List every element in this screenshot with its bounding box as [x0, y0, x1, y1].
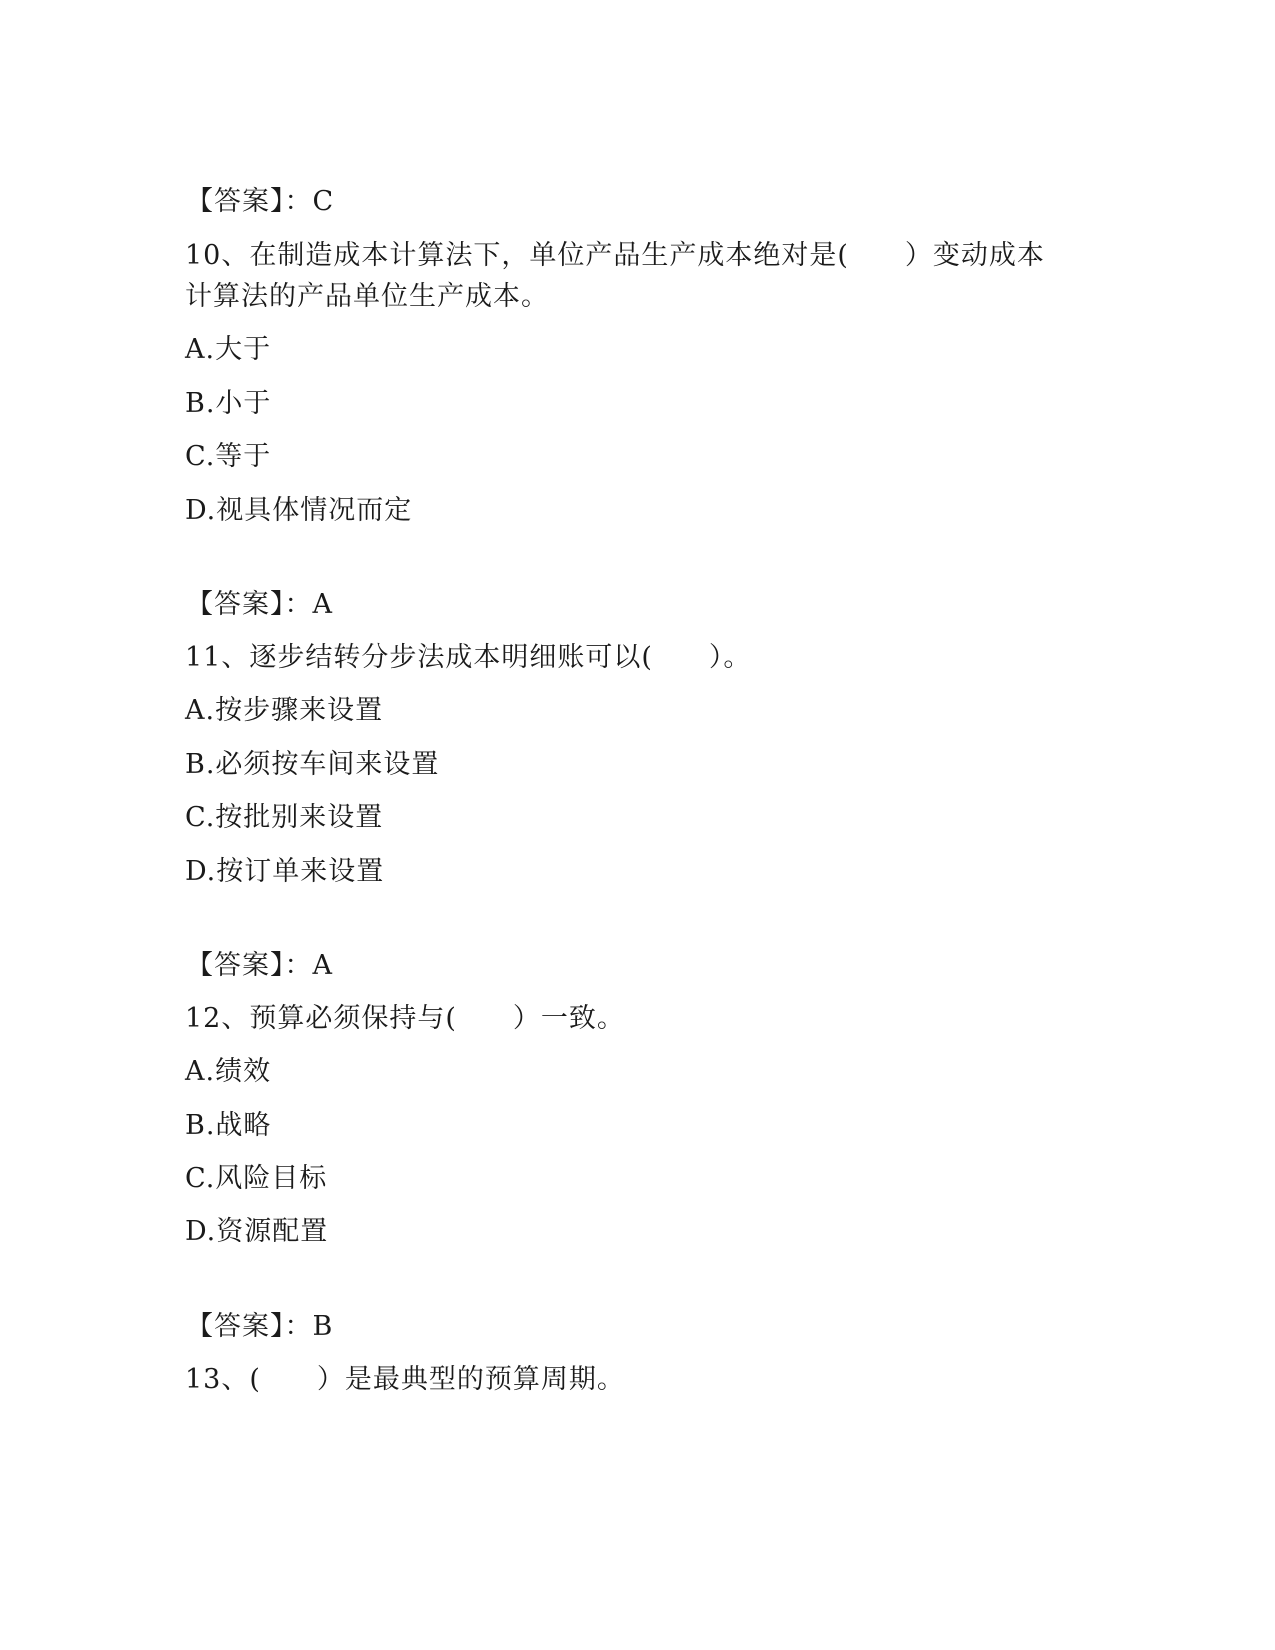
question-10-line-1: 10、在制造成本计算法下，单位产品生产成本绝对是( ）变动成本	[185, 240, 1045, 271]
question-11-option-d: D.按订单来设置	[185, 856, 385, 887]
question-12-line-1: 12、预算必须保持与( ）一致。	[185, 1003, 625, 1034]
question-11-option-c: C.按批别来设置	[185, 802, 384, 833]
question-12-option-d: D.资源配置	[185, 1216, 329, 1247]
answer-q11: 【答案】：A	[186, 950, 333, 981]
answer-q9: 【答案】：C	[186, 186, 335, 217]
question-11-option-b: B.必须按车间来设置	[185, 749, 440, 780]
question-11-option-a: A.按步骤来设置	[185, 695, 384, 726]
question-10-option-c: C.等于	[185, 441, 272, 472]
question-12-option-a: A.绩效	[185, 1056, 272, 1087]
question-10-option-d: D.视具体情况而定	[185, 495, 413, 526]
question-11-line-1: 11、逐步结转分步法成本明细账可以( ）。	[185, 642, 752, 673]
question-12-option-c: C.风险目标	[185, 1163, 328, 1194]
answer-q10: 【答案】：A	[186, 589, 333, 620]
question-12-option-b: B.战略	[185, 1110, 272, 1141]
question-10-option-b: B.小于	[185, 388, 272, 419]
question-10-line-2: 计算法的产品单位生产成本。	[185, 281, 549, 312]
question-10-option-a: A.大于	[185, 334, 272, 365]
question-13-line-1: 13、( ）是最典型的预算周期。	[185, 1364, 625, 1395]
answer-q12: 【答案】：B	[186, 1311, 334, 1342]
